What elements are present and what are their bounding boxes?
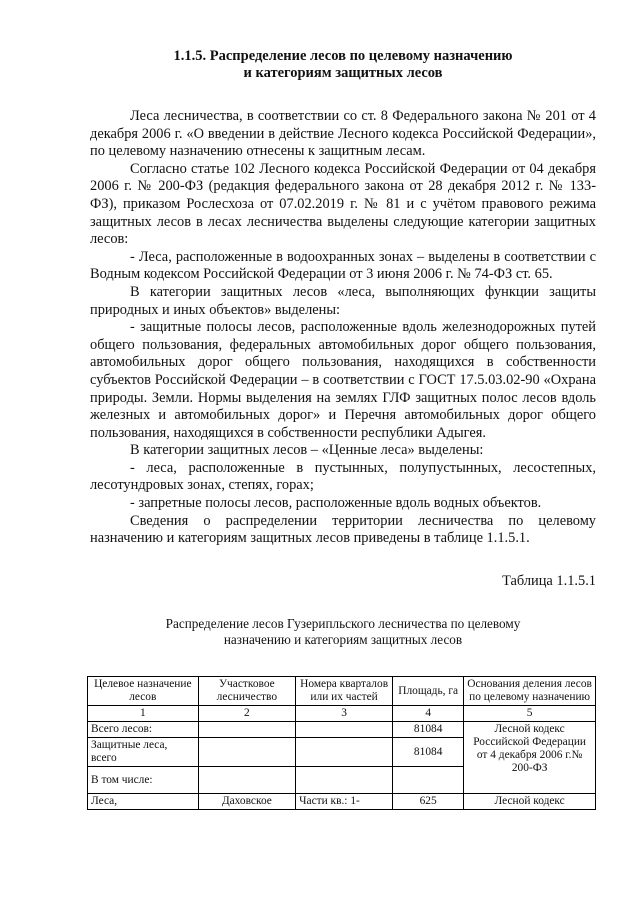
cell-empty [198, 722, 296, 738]
paragraph: - запретные полосы лесов, расположенные вдоль водных объектов. [130, 495, 542, 512]
document-page [90, 48, 596, 649]
paragraph: В категории защитных лесов «леса, выполняющих функции защиты природных и иных объектов» выделены: [90, 283, 596, 318]
cell-basis-merged: Лесной кодекс Российской Федерации от 4 декабря 2006 г.№ 200-ФЗ [464, 722, 596, 794]
table-caption-line2: назначению и категориям защитных лесов [223, 632, 463, 648]
column-number: 1 [88, 706, 199, 722]
table-label: Таблица 1.1.5.1 [502, 572, 596, 589]
cell-empty [296, 722, 393, 738]
cell-forests-district: Даховское [198, 794, 296, 810]
column-number: 4 [393, 706, 464, 722]
table-header-row [88, 677, 596, 706]
cell-total-area: 81084 [393, 722, 464, 738]
cell-empty [198, 767, 296, 794]
cell-empty [198, 738, 296, 767]
header-district: Участковое лесничество [198, 677, 296, 706]
forest-distribution-table [87, 676, 596, 810]
cell-forests-area: 625 [393, 794, 464, 810]
cell-protective-area: 81084 [393, 738, 464, 767]
cell-including-label: В том числе: [88, 767, 199, 794]
cell-protective-label: Защитные леса, всего [88, 738, 199, 767]
section-heading-line1: 1.1.5. Распределение лесов по целевому назначению [173, 48, 513, 64]
cell-forests-label: Леса, [88, 794, 199, 810]
paragraph: Леса лесничества, в соответствии со ст. 8 Федерального закона № 201 от 4 декабря 2006 г. «О введении в действие Лесного кодекса Российской Федерации», по целевому назначению отнесены к защитным лесам. [90, 108, 596, 160]
cell-forests-quarters: Части кв.: 1- [296, 794, 393, 810]
cell-empty [296, 738, 393, 767]
table-caption-line1: Распределение лесов Гузерипльского лесничества по целевому [165, 615, 521, 631]
header-area: Площадь, га [393, 677, 464, 706]
cell-empty [393, 767, 464, 794]
cell-empty [296, 767, 393, 794]
header-quarters: Номера кварталов или их частей [296, 677, 393, 706]
paragraph: - леса, расположенные в пустынных, полупустынных, лесостепных, лесотундровых зонах, степях, горах; [90, 459, 596, 494]
table-row [88, 722, 596, 738]
cell-total-label: Всего лесов: [88, 722, 199, 738]
cell-forests-basis: Лесной кодекс [464, 794, 596, 810]
column-number: 5 [464, 706, 596, 722]
header-purpose: Целевое назначение лесов [88, 677, 199, 706]
column-number: 2 [198, 706, 296, 722]
paragraph: Сведения о распределении территории лесничества по целевому назначению и категориям защитных лесов приведены в таблице 1.1.5.1. [90, 512, 596, 547]
paragraph: В категории защитных лесов – «Ценные леса» выделены: [130, 442, 484, 459]
column-number: 3 [296, 706, 393, 722]
section-heading-line2: и категориям защитных лесов [243, 65, 443, 81]
column-number-row [88, 706, 596, 722]
section-heading [90, 48, 596, 82]
paragraph: - защитные полосы лесов, расположенные вдоль железнодорожных путей общего пользования, федеральных автомобильных дорог общего пользования, автомобильных дорог общего пользования, находящихся в собственности субъектов Российской Федерации – в соответствии с ГОСТ 17.5.03.02-90 «Охрана природы. Земли. Нормы выделения на землях ГЛФ защитных полос лесов вдоль железных и автомобильных дорог» и Перечня автомобильных дорог общего пользования, находящихся в собственности республики Адыгея. [90, 319, 596, 441]
paragraph: Согласно статье 102 Лесного кодекса Российской Федерации от 04 декабря 2006 г. № 200-ФЗ (редакция федерального закона от 28 декабря 2012 г. № 133-ФЗ), приказом Рослесхоза от 07.02.2019 г. № 81 и с учётом правового режима защитных лесов в лесах лесничества выделены следующие категории защитных лесов: [90, 160, 596, 248]
table-row [88, 794, 596, 810]
table-caption [90, 616, 596, 649]
paragraph: - Леса, расположенные в водоохранных зонах – выделены в соответствии с Водным кодексом Российской Федерации от 3 июня 2006 г. № 74-ФЗ ст. 65. [90, 248, 596, 283]
header-basis: Основания деления лесов по целевому назначению [464, 677, 596, 706]
